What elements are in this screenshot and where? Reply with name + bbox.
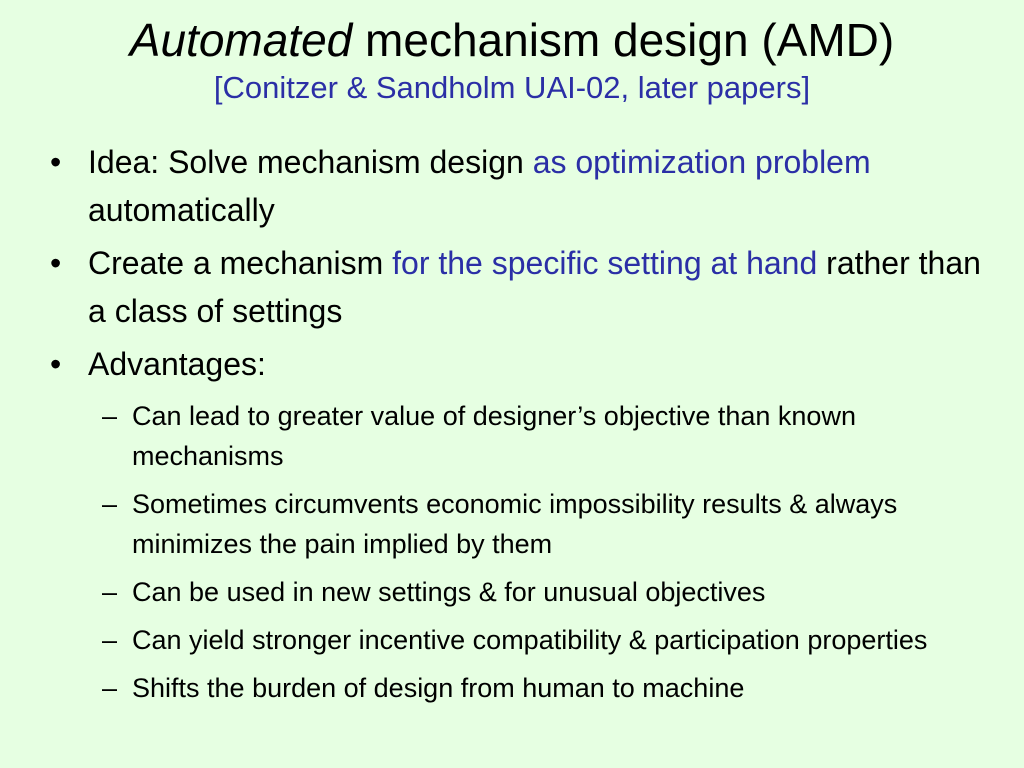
bullet-text-before: Create a mechanism: [88, 245, 393, 281]
bullet-highlight: for the specific setting at hand: [392, 245, 818, 281]
citation: [Conitzer & Sandholm UAI-02, later papers]: [213, 70, 811, 105]
dash-marker: –: [102, 673, 118, 703]
sub-bullet-text: Sometimes circumvents economic impossibility results & always minimizes the pain implied by them: [132, 489, 898, 559]
bullet-highlight: as optimization problem: [532, 144, 871, 180]
bullet-marker: •: [50, 245, 62, 281]
sub-bullet-item: [88, 572, 990, 612]
sub-bullet-item: [88, 620, 990, 660]
sub-bullet-text: Can lead to greater value of designer’s objective than known mechanisms: [132, 401, 856, 471]
dash-marker: –: [102, 625, 118, 655]
bullet-marker: •: [50, 144, 62, 180]
slide-title: [0, 12, 1024, 68]
bullet-list: [40, 138, 990, 708]
bullet-marker: •: [50, 346, 62, 382]
title-emphasis: Automated: [129, 14, 353, 66]
bullet-text-before: Idea: Solve mechanism design: [88, 144, 533, 180]
dash-marker: –: [102, 577, 118, 607]
bullet-text-after: rather than a class of settings: [88, 245, 981, 329]
sub-bullet-item: [88, 668, 990, 708]
bullet-text: Advantages:: [88, 346, 266, 382]
dash-marker: –: [102, 489, 118, 519]
sub-bullet-text: Can be used in new settings & for unusual objectives: [132, 577, 766, 607]
sub-bullet-item: [88, 484, 990, 564]
title-rest: mechanism design (AMD): [352, 14, 895, 66]
bullet-item-create: [40, 239, 990, 335]
bullet-item-idea: [40, 138, 990, 234]
dash-marker: –: [102, 401, 118, 431]
sub-bullet-item: [88, 396, 990, 476]
sub-bullet-text: Can yield stronger incentive compatibility & participation properties: [132, 625, 928, 655]
bullet-content: [40, 138, 990, 716]
title-block: [0, 12, 1024, 108]
bullet-text-after: automatically: [88, 192, 275, 228]
sub-bullet-list: [88, 396, 990, 708]
bullet-item-advantages: [40, 340, 990, 708]
sub-bullet-text: Shifts the burden of design from human to machine: [132, 673, 745, 703]
